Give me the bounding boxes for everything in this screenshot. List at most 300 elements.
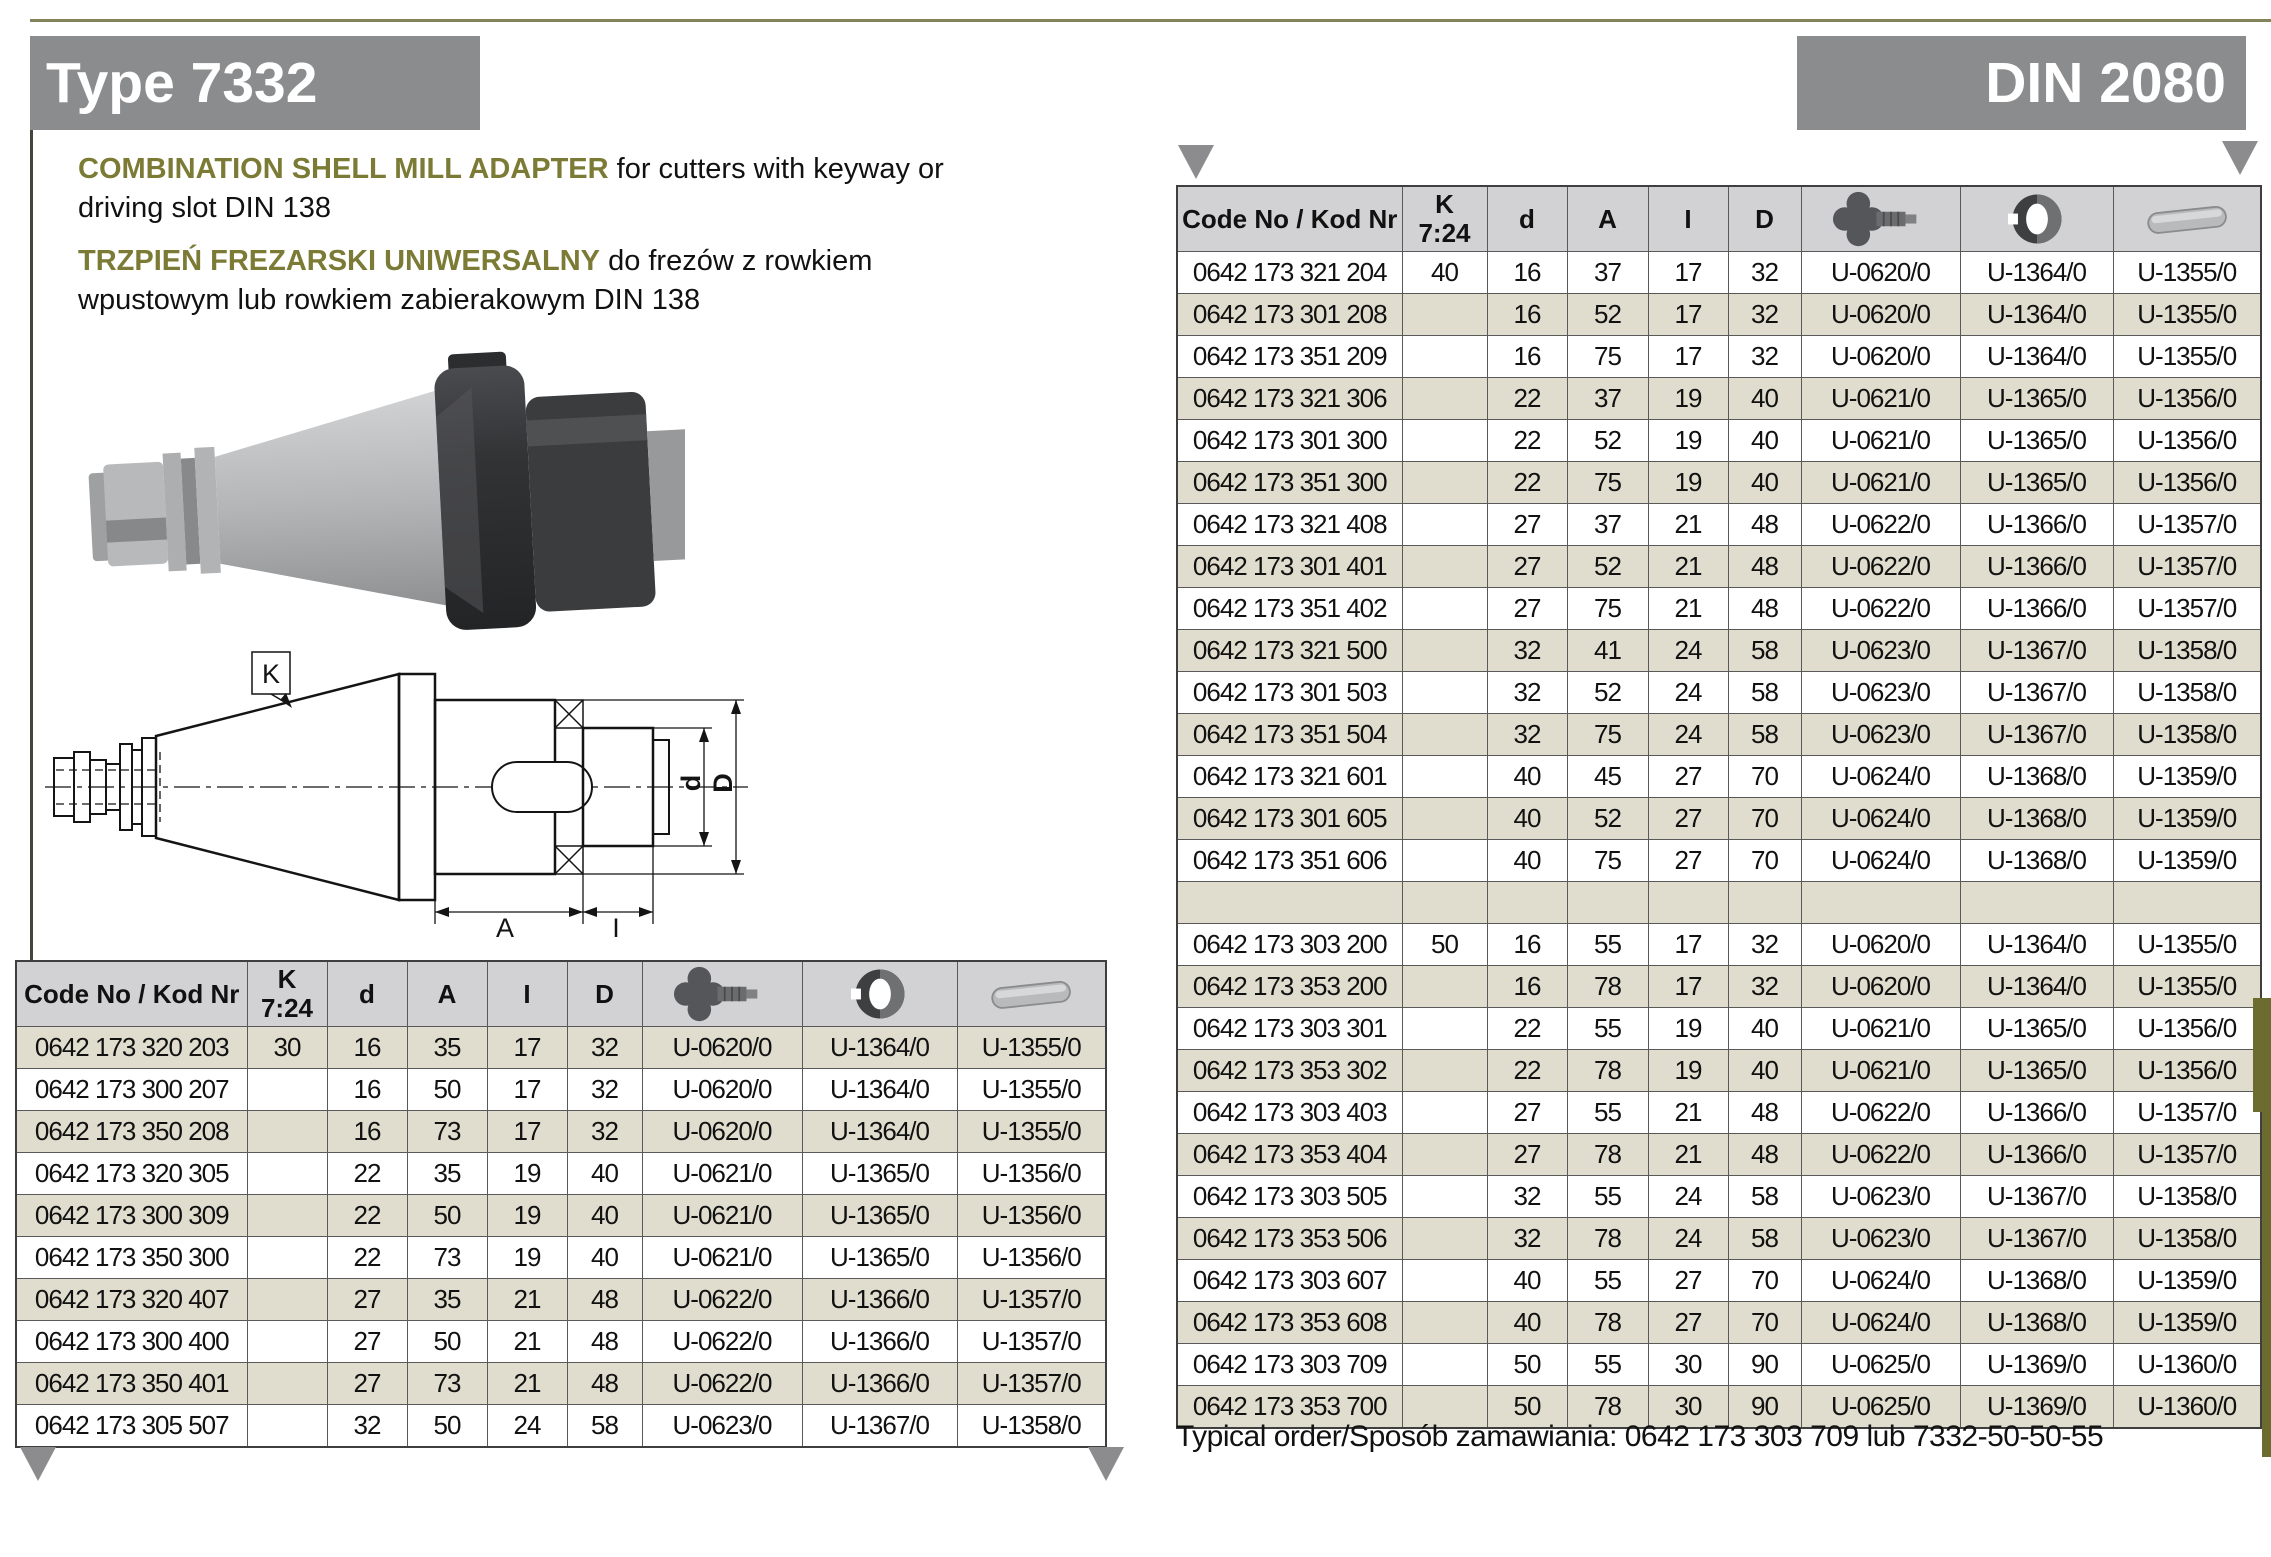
table-cell: 48 bbox=[1728, 588, 1801, 630]
table-row bbox=[1177, 462, 2261, 504]
table-cell: 58 bbox=[1728, 630, 1801, 672]
table-cell: U-0623/0 bbox=[1801, 672, 1960, 714]
table-cell: U-1366/0 bbox=[1960, 588, 2113, 630]
table-cell: 32 bbox=[1487, 714, 1567, 756]
table-cell: U-1358/0 bbox=[2113, 630, 2261, 672]
col-header-i: I bbox=[1648, 186, 1728, 252]
table-cell: 37 bbox=[1567, 252, 1648, 294]
table-cell bbox=[1402, 588, 1487, 630]
table-cell: U-0621/0 bbox=[1801, 420, 1960, 462]
table-cell bbox=[247, 1153, 327, 1195]
table-cell: U-0625/0 bbox=[1801, 1386, 1960, 1429]
table-cell bbox=[247, 1279, 327, 1321]
table-cell: 45 bbox=[1567, 756, 1648, 798]
table-cell: U-1366/0 bbox=[1960, 546, 2113, 588]
table-cell: 0642 173 301 401 bbox=[1177, 546, 1402, 588]
table-cell: U-1369/0 bbox=[1960, 1344, 2113, 1386]
left-dimension-table bbox=[15, 960, 1107, 1448]
table-cell: 30 bbox=[247, 1027, 327, 1069]
table-cell: 37 bbox=[1567, 378, 1648, 420]
table-cell: 35 bbox=[407, 1279, 487, 1321]
table-cell: 52 bbox=[1567, 798, 1648, 840]
table-cell: 22 bbox=[1487, 1008, 1567, 1050]
table-cell: 17 bbox=[487, 1027, 567, 1069]
table-row bbox=[1177, 546, 2261, 588]
table-cell: U-1359/0 bbox=[2113, 1260, 2261, 1302]
table-cell: 17 bbox=[1648, 924, 1728, 966]
table-cell: 58 bbox=[1728, 672, 1801, 714]
table-cell: 17 bbox=[1648, 294, 1728, 336]
table-cell: 0642 173 300 400 bbox=[16, 1321, 247, 1363]
table-cell: 22 bbox=[1487, 378, 1567, 420]
table-cell bbox=[1402, 756, 1487, 798]
table-cell: 0642 173 301 208 bbox=[1177, 294, 1402, 336]
table-cell: 40 bbox=[1728, 1008, 1801, 1050]
table-cell: U-1369/0 bbox=[1960, 1386, 2113, 1429]
page-edge-tab-tail bbox=[2262, 1112, 2271, 1457]
type-title: Type 7332 bbox=[30, 36, 480, 130]
table-cell: U-0622/0 bbox=[1801, 546, 1960, 588]
table-row bbox=[16, 1321, 1106, 1363]
table-cell: 17 bbox=[487, 1111, 567, 1153]
table-cell: 21 bbox=[1648, 504, 1728, 546]
table-cell: 0642 173 350 401 bbox=[16, 1363, 247, 1405]
table-cell: 24 bbox=[487, 1405, 567, 1448]
table-cell: 0642 173 300 309 bbox=[16, 1195, 247, 1237]
clamping-screw-icon bbox=[670, 965, 774, 1023]
table-cell: 58 bbox=[1728, 714, 1801, 756]
table-cell: U-1366/0 bbox=[802, 1279, 957, 1321]
marker-triangle-top-right bbox=[2222, 141, 2258, 175]
table-cell: U-1357/0 bbox=[2113, 504, 2261, 546]
table-cell: U-1360/0 bbox=[2113, 1386, 2261, 1429]
table-cell: 0642 173 321 500 bbox=[1177, 630, 1402, 672]
table-cell: 16 bbox=[327, 1111, 407, 1153]
table-cell: U-1356/0 bbox=[957, 1153, 1106, 1195]
table-cell: 22 bbox=[1487, 420, 1567, 462]
table-cell: U-1365/0 bbox=[802, 1237, 957, 1279]
table-cell: 0642 173 353 506 bbox=[1177, 1218, 1402, 1260]
table-cell: 0642 173 353 200 bbox=[1177, 966, 1402, 1008]
table-cell: 55 bbox=[1567, 1092, 1648, 1134]
col-header-taper: K 7:24 bbox=[247, 961, 327, 1027]
table-cell: U-1366/0 bbox=[1960, 504, 2113, 546]
table-cell: U-1364/0 bbox=[1960, 336, 2113, 378]
table-row bbox=[1177, 1302, 2261, 1344]
table-cell bbox=[247, 1321, 327, 1363]
table-cell: U-0622/0 bbox=[642, 1363, 802, 1405]
table-cell bbox=[1402, 294, 1487, 336]
table-row bbox=[16, 1195, 1106, 1237]
table-cell: U-1358/0 bbox=[2113, 1176, 2261, 1218]
drawing-label-i: I bbox=[612, 913, 620, 940]
table-cell: 16 bbox=[1487, 252, 1567, 294]
table-cell: U-1364/0 bbox=[802, 1069, 957, 1111]
table-cell bbox=[1567, 882, 1648, 924]
table-cell: 21 bbox=[487, 1321, 567, 1363]
col-header-big-d: D bbox=[567, 961, 642, 1027]
table-cell: 32 bbox=[1487, 1218, 1567, 1260]
table-cell: 50 bbox=[407, 1069, 487, 1111]
table-cell: 0642 173 350 208 bbox=[16, 1111, 247, 1153]
table-cell: U-0620/0 bbox=[1801, 294, 1960, 336]
table-cell: 19 bbox=[487, 1153, 567, 1195]
locking-ring-icon bbox=[828, 965, 932, 1023]
table-cell: U-1358/0 bbox=[2113, 672, 2261, 714]
table-cell bbox=[1402, 1176, 1487, 1218]
table-cell: 37 bbox=[1567, 504, 1648, 546]
table-cell bbox=[1402, 546, 1487, 588]
table-cell: 40 bbox=[1487, 1302, 1567, 1344]
col-header-feather-key bbox=[2113, 186, 2261, 252]
table-cell: 0642 173 353 700 bbox=[1177, 1386, 1402, 1429]
table-cell: 90 bbox=[1728, 1344, 1801, 1386]
table-cell bbox=[1402, 378, 1487, 420]
table-cell: 52 bbox=[1567, 294, 1648, 336]
table-row bbox=[1177, 882, 2261, 924]
table-cell: 0642 173 351 402 bbox=[1177, 588, 1402, 630]
table-cell: 55 bbox=[1567, 1008, 1648, 1050]
table-cell: U-1355/0 bbox=[2113, 966, 2261, 1008]
table-cell: 50 bbox=[1487, 1344, 1567, 1386]
table-cell: 0642 173 320 305 bbox=[16, 1153, 247, 1195]
table-cell: U-1356/0 bbox=[2113, 1008, 2261, 1050]
table-cell: U-1365/0 bbox=[1960, 1008, 2113, 1050]
table-cell: 24 bbox=[1648, 1176, 1728, 1218]
table-cell: U-1366/0 bbox=[1960, 1134, 2113, 1176]
table-cell: U-1366/0 bbox=[1960, 1092, 2113, 1134]
table-cell: 48 bbox=[1728, 1092, 1801, 1134]
table-cell: 27 bbox=[1648, 1302, 1728, 1344]
table-cell: U-1367/0 bbox=[1960, 714, 2113, 756]
table-cell bbox=[247, 1237, 327, 1279]
table-cell: U-0623/0 bbox=[1801, 630, 1960, 672]
table-cell: 24 bbox=[1648, 1218, 1728, 1260]
col-header-locking-ring bbox=[802, 961, 957, 1027]
table-cell bbox=[1402, 1008, 1487, 1050]
table-cell: U-0624/0 bbox=[1801, 1260, 1960, 1302]
table-cell: 70 bbox=[1728, 1302, 1801, 1344]
table-row bbox=[1177, 1134, 2261, 1176]
table-row bbox=[1177, 1050, 2261, 1092]
table-cell: U-0622/0 bbox=[1801, 1092, 1960, 1134]
table-cell: 70 bbox=[1728, 1260, 1801, 1302]
table-cell: U-1358/0 bbox=[2113, 714, 2261, 756]
table-cell: 55 bbox=[1567, 1344, 1648, 1386]
table-cell: 48 bbox=[567, 1321, 642, 1363]
table-cell: 0642 173 321 306 bbox=[1177, 378, 1402, 420]
table-cell: 24 bbox=[1648, 714, 1728, 756]
table-cell: U-1367/0 bbox=[1960, 630, 2113, 672]
col-header-code: Code No / Kod Nr bbox=[1177, 186, 1402, 252]
table-cell: U-0620/0 bbox=[1801, 252, 1960, 294]
table-cell: 48 bbox=[567, 1279, 642, 1321]
table-cell: U-1355/0 bbox=[2113, 294, 2261, 336]
table-cell: 17 bbox=[1648, 336, 1728, 378]
table-row bbox=[1177, 672, 2261, 714]
table-cell: 0642 173 305 507 bbox=[16, 1405, 247, 1448]
din-title: DIN 2080 bbox=[1797, 36, 2246, 130]
table-cell: 0642 173 320 407 bbox=[16, 1279, 247, 1321]
table-cell: 41 bbox=[1567, 630, 1648, 672]
table-cell: 30 bbox=[1648, 1344, 1728, 1386]
table-cell: 0642 173 303 505 bbox=[1177, 1176, 1402, 1218]
table-cell: 27 bbox=[1648, 798, 1728, 840]
table-cell: U-1368/0 bbox=[1960, 756, 2113, 798]
table-cell: U-1365/0 bbox=[1960, 462, 2113, 504]
table-cell bbox=[1402, 798, 1487, 840]
table-cell: U-1367/0 bbox=[802, 1405, 957, 1448]
table-cell: 16 bbox=[1487, 924, 1567, 966]
table-cell: U-0621/0 bbox=[1801, 462, 1960, 504]
table-cell: 0642 173 303 607 bbox=[1177, 1260, 1402, 1302]
table-cell: 19 bbox=[1648, 1050, 1728, 1092]
table-cell: 32 bbox=[1728, 924, 1801, 966]
table-cell: U-1356/0 bbox=[957, 1237, 1106, 1279]
table-cell: U-1357/0 bbox=[2113, 1134, 2261, 1176]
table-cell bbox=[1728, 882, 1801, 924]
table-cell: U-1365/0 bbox=[1960, 1050, 2113, 1092]
table-cell: U-0620/0 bbox=[1801, 924, 1960, 966]
table-cell: 0642 173 351 209 bbox=[1177, 336, 1402, 378]
table-cell: 24 bbox=[1648, 630, 1728, 672]
table-cell: 32 bbox=[1487, 672, 1567, 714]
table-cell: 17 bbox=[1648, 252, 1728, 294]
table-cell: U-1355/0 bbox=[2113, 924, 2261, 966]
table-cell bbox=[1402, 462, 1487, 504]
table-cell: 21 bbox=[487, 1279, 567, 1321]
table-row bbox=[1177, 336, 2261, 378]
table-cell: 40 bbox=[567, 1237, 642, 1279]
table-cell: U-1357/0 bbox=[2113, 546, 2261, 588]
table-cell: 17 bbox=[487, 1069, 567, 1111]
table-cell: U-0624/0 bbox=[1801, 840, 1960, 882]
table-cell: 0642 173 301 503 bbox=[1177, 672, 1402, 714]
table-cell: U-1365/0 bbox=[802, 1153, 957, 1195]
table-cell: 32 bbox=[1728, 336, 1801, 378]
table-cell: 55 bbox=[1567, 1176, 1648, 1218]
table-row bbox=[1177, 1008, 2261, 1050]
table-cell bbox=[1487, 882, 1567, 924]
table-cell bbox=[1177, 882, 1402, 924]
table-cell: 40 bbox=[1487, 798, 1567, 840]
table-cell: 32 bbox=[327, 1405, 407, 1448]
table-cell: 24 bbox=[1648, 672, 1728, 714]
table-cell: 19 bbox=[1648, 378, 1728, 420]
table-cell: 70 bbox=[1728, 798, 1801, 840]
col-header-locking-ring bbox=[1960, 186, 2113, 252]
table-cell: 90 bbox=[1728, 1386, 1801, 1429]
col-header-d: d bbox=[327, 961, 407, 1027]
table-cell: U-1364/0 bbox=[1960, 924, 2113, 966]
table-cell: 27 bbox=[327, 1363, 407, 1405]
table-cell: 19 bbox=[1648, 420, 1728, 462]
table-cell: 16 bbox=[327, 1027, 407, 1069]
table-cell: 22 bbox=[327, 1237, 407, 1279]
table-cell: U-1357/0 bbox=[957, 1279, 1106, 1321]
col-header-a: A bbox=[407, 961, 487, 1027]
table-row bbox=[1177, 294, 2261, 336]
table-row bbox=[1177, 1260, 2261, 1302]
description-pl-title: TRZPIEŃ FREZARSKI UNIWERSALNY bbox=[78, 245, 600, 277]
drawing-label-big-d: D bbox=[708, 773, 738, 793]
col-header-taper: K 7:24 bbox=[1402, 186, 1487, 252]
table-cell: U-1358/0 bbox=[2113, 1218, 2261, 1260]
clamping-screw-icon bbox=[1829, 190, 1933, 248]
table-cell: 40 bbox=[1487, 840, 1567, 882]
table-cell: 0642 173 303 200 bbox=[1177, 924, 1402, 966]
table-cell: 0642 173 321 204 bbox=[1177, 252, 1402, 294]
table-cell: 16 bbox=[1487, 294, 1567, 336]
drawing-label-k: K bbox=[261, 659, 281, 689]
table-cell bbox=[247, 1195, 327, 1237]
table-row bbox=[1177, 378, 2261, 420]
table-cell: 48 bbox=[567, 1363, 642, 1405]
table-cell: U-1365/0 bbox=[1960, 420, 2113, 462]
table-cell: 30 bbox=[1648, 1386, 1728, 1429]
col-header-code: Code No / Kod Nr bbox=[16, 961, 247, 1027]
table-cell: 27 bbox=[1487, 504, 1567, 546]
table-cell: 55 bbox=[1567, 924, 1648, 966]
table-cell: 0642 173 353 302 bbox=[1177, 1050, 1402, 1092]
table-cell: U-1358/0 bbox=[957, 1405, 1106, 1448]
table-cell bbox=[1402, 1344, 1487, 1386]
table-cell: 50 bbox=[407, 1405, 487, 1448]
table-cell bbox=[1960, 882, 2113, 924]
table-cell: 52 bbox=[1567, 672, 1648, 714]
table-cell: U-1356/0 bbox=[2113, 1050, 2261, 1092]
table-cell: 48 bbox=[1728, 1134, 1801, 1176]
table-cell: U-0621/0 bbox=[642, 1237, 802, 1279]
table-cell bbox=[1402, 882, 1487, 924]
table-cell bbox=[1402, 714, 1487, 756]
table-cell: U-1367/0 bbox=[1960, 672, 2113, 714]
table-cell: 27 bbox=[1648, 840, 1728, 882]
col-header-i: I bbox=[487, 961, 567, 1027]
table-cell bbox=[1402, 672, 1487, 714]
table-cell: 78 bbox=[1567, 1302, 1648, 1344]
table-cell: 0642 173 303 403 bbox=[1177, 1092, 1402, 1134]
table-cell: 0642 173 303 709 bbox=[1177, 1344, 1402, 1386]
table-cell: 27 bbox=[1487, 1134, 1567, 1176]
table-cell: 70 bbox=[1728, 840, 1801, 882]
description-en-text: for cutters with keyway or driving slot DIN 138 bbox=[78, 153, 944, 224]
drawing-label-a: A bbox=[495, 913, 515, 940]
table-row bbox=[16, 1069, 1106, 1111]
table-cell: 0642 173 353 608 bbox=[1177, 1302, 1402, 1344]
table-cell: 40 bbox=[1728, 462, 1801, 504]
marker-triangle-bottom-middle bbox=[1088, 1447, 1124, 1481]
table-row bbox=[1177, 924, 2261, 966]
table-cell: 27 bbox=[1648, 756, 1728, 798]
table-cell: 0642 173 351 606 bbox=[1177, 840, 1402, 882]
product-photo bbox=[85, 350, 685, 640]
table-cell: 32 bbox=[567, 1111, 642, 1153]
marker-triangle-bottom-left bbox=[20, 1447, 56, 1481]
table-cell: 0642 173 303 301 bbox=[1177, 1008, 1402, 1050]
table-cell: 52 bbox=[1567, 420, 1648, 462]
table-cell: 32 bbox=[1487, 1176, 1567, 1218]
table-cell: U-1364/0 bbox=[802, 1027, 957, 1069]
table-cell: U-1368/0 bbox=[1960, 798, 2113, 840]
table-cell: 22 bbox=[327, 1153, 407, 1195]
table-cell: U-1366/0 bbox=[802, 1321, 957, 1363]
table-cell: U-0622/0 bbox=[1801, 504, 1960, 546]
col-header-clamping-screw bbox=[642, 961, 802, 1027]
table-cell bbox=[1402, 630, 1487, 672]
table-cell bbox=[1402, 1260, 1487, 1302]
table-cell: U-1364/0 bbox=[802, 1111, 957, 1153]
table-row bbox=[1177, 1092, 2261, 1134]
table-cell: 40 bbox=[567, 1153, 642, 1195]
table-cell: 16 bbox=[1487, 966, 1567, 1008]
table-cell: U-1357/0 bbox=[2113, 588, 2261, 630]
table-cell: 0642 173 301 605 bbox=[1177, 798, 1402, 840]
table-cell: 52 bbox=[1567, 546, 1648, 588]
table-cell: 32 bbox=[1487, 630, 1567, 672]
table-cell: 50 bbox=[1487, 1386, 1567, 1429]
table-cell: U-0622/0 bbox=[1801, 1134, 1960, 1176]
table-cell: U-0620/0 bbox=[642, 1111, 802, 1153]
table-cell: 21 bbox=[1648, 1134, 1728, 1176]
table-cell: 55 bbox=[1567, 1260, 1648, 1302]
table-cell: 0642 173 321 408 bbox=[1177, 504, 1402, 546]
table-cell: 0642 173 321 601 bbox=[1177, 756, 1402, 798]
table-cell: U-0620/0 bbox=[1801, 966, 1960, 1008]
table-cell bbox=[1402, 1134, 1487, 1176]
table-row bbox=[1177, 840, 2261, 882]
table-cell: U-1355/0 bbox=[957, 1069, 1106, 1111]
table-cell: 75 bbox=[1567, 336, 1648, 378]
table-cell: 73 bbox=[407, 1237, 487, 1279]
table-row bbox=[1177, 252, 2261, 294]
table-cell: 35 bbox=[407, 1153, 487, 1195]
table-cell: U-1368/0 bbox=[1960, 840, 2113, 882]
table-cell bbox=[1402, 1218, 1487, 1260]
table-row bbox=[1177, 504, 2261, 546]
table-cell: U-1356/0 bbox=[2113, 378, 2261, 420]
table-cell: 21 bbox=[1648, 546, 1728, 588]
table-cell: 40 bbox=[1487, 756, 1567, 798]
table-cell: U-1355/0 bbox=[957, 1111, 1106, 1153]
left-table-header-row bbox=[16, 961, 1106, 1027]
table-cell: 32 bbox=[1728, 294, 1801, 336]
table-cell: 22 bbox=[327, 1195, 407, 1237]
table-cell: 16 bbox=[327, 1069, 407, 1111]
table-row bbox=[1177, 630, 2261, 672]
table-row bbox=[16, 1405, 1106, 1448]
table-cell: 0642 173 351 300 bbox=[1177, 462, 1402, 504]
table-cell: U-0623/0 bbox=[1801, 1218, 1960, 1260]
table-cell: 17 bbox=[1648, 966, 1728, 1008]
table-cell: 40 bbox=[1728, 1050, 1801, 1092]
table-cell: U-1364/0 bbox=[1960, 294, 2113, 336]
table-cell: U-1355/0 bbox=[2113, 252, 2261, 294]
table-cell: 32 bbox=[567, 1069, 642, 1111]
col-header-a: A bbox=[1567, 186, 1648, 252]
table-cell: 0642 173 301 300 bbox=[1177, 420, 1402, 462]
table-cell: U-1367/0 bbox=[1960, 1176, 2113, 1218]
table-cell: U-1365/0 bbox=[1960, 378, 2113, 420]
table-cell: U-0621/0 bbox=[1801, 378, 1960, 420]
table-row bbox=[1177, 1176, 2261, 1218]
feather-key-icon bbox=[979, 965, 1083, 1023]
table-cell: 32 bbox=[1728, 252, 1801, 294]
table-cell bbox=[1402, 1092, 1487, 1134]
table-cell: 58 bbox=[1728, 1218, 1801, 1260]
technical-drawing bbox=[40, 640, 780, 940]
table-cell: 22 bbox=[1487, 462, 1567, 504]
